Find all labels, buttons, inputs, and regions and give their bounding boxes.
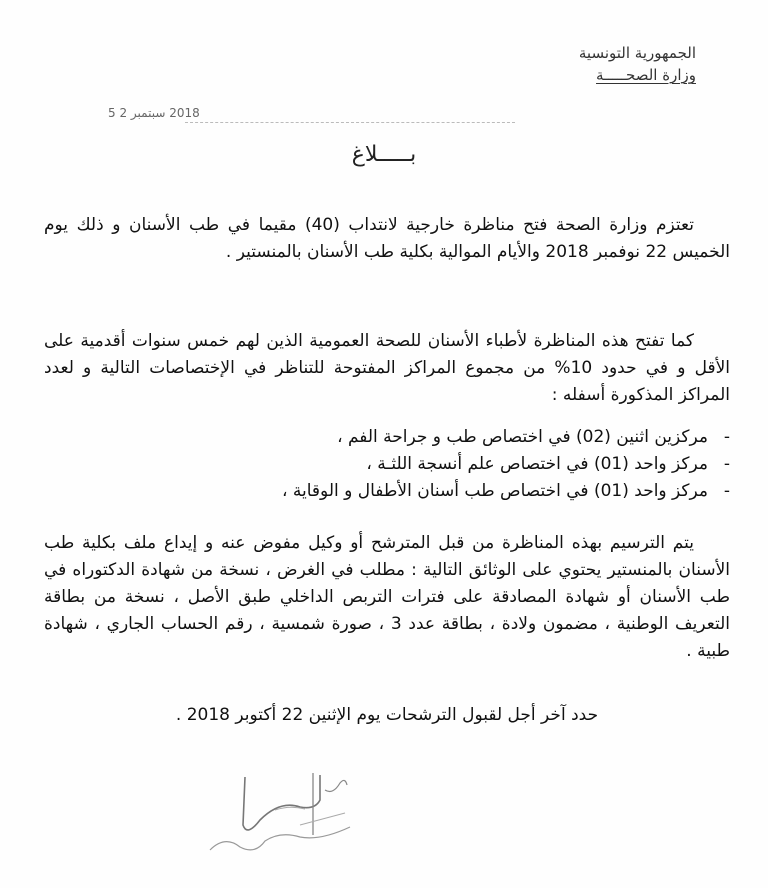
paragraph-text: كما تفتح هذه المناظرة لأطباء الأسنان للصحة العمومية الذين لهم خمس سنوات أقدمية على الأقل و في حدود 10% من مجموع المراكز المفتوحة للتناظر في الإختصاصات التالية و لعدد المراكز المذكورة أسفله :: [44, 331, 730, 405]
paragraph-announcement: [44, 212, 730, 266]
list-item-text: مركزين اثنين (02) في اختصاص طب و جراحة الفم ،: [337, 427, 708, 447]
list-bullet: -: [723, 427, 730, 447]
paragraph-text: يتم الترسيم بهذه المناظرة من قبل المترشح أو وكيل مفوض عنه و إيداع ملف بكلية طب الأسنان بالمنستير يحتوي على الوثائق التالية : مطلب في الغرض ، نسخة من شهادة الدكتوراه في طب الأسنان أو شهادة المصادقة على فترات التربص الداخلي طبق الأصل ، نسخة من بطاقة التعريف الوطنية ، مضمون ولادة ، بطاقة عدد 3 ، صورة شمسية ، رقم الحساب الجاري ، شهادة طبية .: [44, 533, 730, 661]
specialties-list: [44, 424, 730, 505]
list-item: [44, 478, 730, 505]
paragraph-eligibility: [44, 328, 730, 409]
list-item: [44, 451, 730, 478]
list-item-text: مركز واحد (01) في اختصاص علم أنسجة اللثـة ،: [366, 454, 708, 474]
list-bullet: -: [723, 481, 730, 501]
list-item-text: مركز واحد (01) في اختصاص طب أسنان الأطفال و الوقاية ،: [282, 481, 708, 501]
ministry-name: وزارة الصحـــــة: [596, 66, 696, 84]
letterhead: [579, 42, 696, 86]
paragraph-text: تعتزم وزارة الصحة فتح مناظرة خارجية لانتداب (40) مقيما في طب الأسنان و ذلك يوم الخميس 22 نوفمبر 2018 والأيام الموالية بكلية طب الأسنان بالمنستير .: [44, 215, 730, 262]
stamp-divider: [185, 122, 515, 123]
signature-image: [205, 765, 355, 865]
received-date-stamp: 2018 سبتمبر 2 5: [108, 106, 200, 120]
deadline-notice: حدد آخر أجل لقبول الترشحات يوم الإثنين 22 أكتوبر 2018 .: [175, 705, 599, 725]
document-title: بـــــلاغ: [351, 142, 417, 167]
list-item: [44, 424, 730, 451]
list-bullet: -: [723, 454, 730, 474]
paragraph-application: [44, 530, 730, 665]
country-name: الجمهورية التونسية: [578, 44, 696, 62]
